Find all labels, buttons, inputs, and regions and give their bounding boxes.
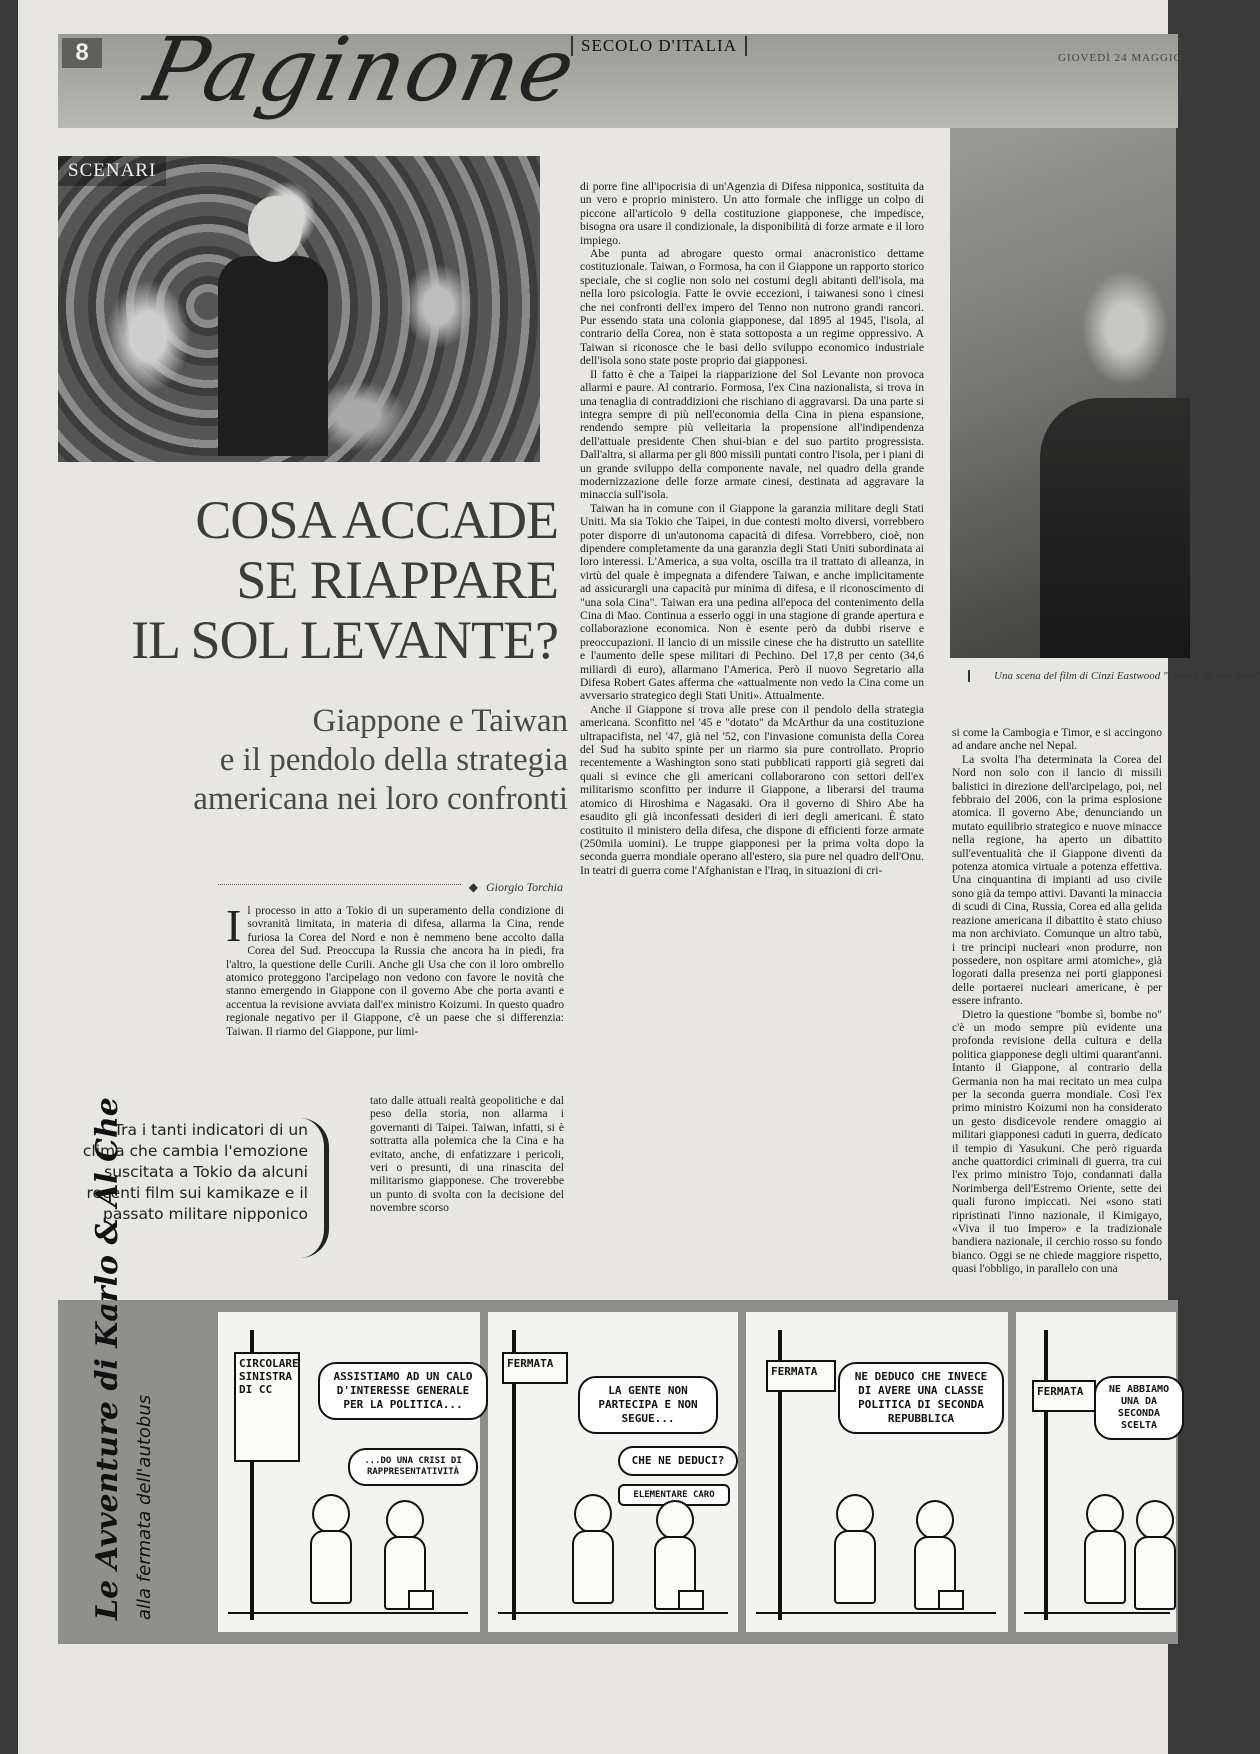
- subheadline: [58, 702, 568, 819]
- film-photo: [950, 128, 1176, 658]
- ground-line: [756, 1612, 996, 1614]
- article-column-left-continued: [370, 1094, 564, 1215]
- masthead: SECOLO D'ITALIA: [571, 36, 747, 56]
- subhead-line-2: e il pendolo della strategia: [219, 742, 568, 778]
- subhead-line-3: americana nei loro confronti: [193, 781, 568, 817]
- headline-line-1: COSA ACCADE: [195, 490, 558, 550]
- newspaper-page: [18, 0, 1260, 1754]
- comic-character-al-che: [304, 1494, 354, 1614]
- article-paragraph: Il fatto è che a Taipei la riapparizione del Sol Levante non provoca allarmi e paure. Al contrario. Formosa, l'ex Cina nazionalista, si trova in una tenaglia di contraddizioni che rischiano di aggravarsi. Da una parte si integra sempre di più nell'economia della Cina in piena espansione, rendendo sempre più velleitaria la propensione all'indipendenza dell'attuale presidente Chen shui-bian e del suo partito progressista. Dall'altra, si allarma per gli 800 missili puntati contro l'isola, per i piani di un grande sviluppo della componente navale, nel quadro della grande modernizzazione delle forze armate cinesi, destinata ad aggravare la minaccia sull'isola.: [580, 367, 924, 502]
- section-title: Paginone: [137, 18, 586, 121]
- photo-figure-suit: [218, 256, 328, 456]
- bus-stop-pole: [1044, 1330, 1048, 1620]
- article-paragraph: La svolta l'ha determinata la Corea del Nord non solo con il lancio di missili balistici in direzione dell'arcipelago, poi, nel febbraio del 2006, con la prima esplosione atomica. Il governo Abe, denunciando un mutato equilibrio strategico e nuove minacce nella regione, ha aperto un dibattito sull'eventualità che il Giappone diventi da potenza atomica virtuale a potenza effettiva. Una cinquantina di impianti ad uso civile sono già da tempo attivi. Davanti la minaccia di scudi di Cina, Russia, Corea ed alla gelida reazione americana il dibattito è stato chiuso ma non archiviato. Comunque un altro tabù, i tre principi nucleari «non produrre, non possedere, non ospitare armi atomiche», già logorati dalla presenza nei porti giapponesi delle portaerei nucleari americane, è per essere infranto.: [952, 752, 1162, 1008]
- subhead-line-1: Giappone e Taiwan: [312, 703, 568, 739]
- article-column-left: [226, 900, 564, 1038]
- comic-character-karlo: [908, 1500, 958, 1620]
- article-paragraph: Dietro la questione "bombe sì, bombe no" c'è un modo sempre più evidente una profonda revisione della cultura e della politica giapponese degli ultimi quarant'anni. Intanto il Giappone, al contrario della Germania non ha mai recitato un mea culpa per la seconda guerra mondiale. Così l'ex primo ministro Koizumi non ha considerato un gesto disdicevole rendere omaggio ai militari giapponesi caduti in guerra, dedicato il tempio di Yasukuni. Che però riguarda anche quattordici criminali di guerra, tra cui l'ex primo ministro Tojo, condannati dalla Norimberga dell'Estremo Oriente, sette dei quali furono impiccati. Nei «sono stati ripristinati l'inno nazionale, il Kimigayo, «Viva il tuo Impero» e la tradizionale bandiera nazionale, il cerchio rosso su fondo bianco. Oggi se ne chiede maggiore rispetto, quasi l'obbligo, in parallelo con una: [952, 1007, 1162, 1276]
- comic-title-block: [70, 1097, 170, 1630]
- comic-character-al-che: [1078, 1494, 1128, 1614]
- speech-bubble: CHE NE DEDUCI?: [618, 1446, 738, 1476]
- bus-stop-sign: FERMATA: [1032, 1380, 1096, 1412]
- photo-caption: Una scena del film di Cinzi Eastwood "Lettere da Iwo Jima": [968, 670, 1260, 682]
- speech-bubble: ELEMENTARE CARO: [618, 1484, 730, 1506]
- main-photo: [58, 156, 540, 462]
- speech-bubble: LA GENTE NON PARTECIPA E NON SEGUE...: [578, 1376, 718, 1434]
- byline-author: Giorgio Torchia: [482, 880, 563, 894]
- headline-line-3: IL SOL LEVANTE?: [131, 610, 558, 670]
- byline: [218, 872, 563, 894]
- article-paragraph: di porre fine all'ipocrisia di un'Agenzia di Difesa nipponica, sostituita da un vero e proprio ministero. Un atto formale che infligge un colpo di piccone all'articolo 9 della costituzione giapponese, che impedisce, bisogna ora usare il condizionale, la disponibilità di forze armate e il loro impiego.: [580, 180, 924, 247]
- speech-bubble: ASSISTIAMO AD UN CALO D'INTERESSE GENERALE PER LA POLITICA...: [318, 1362, 488, 1420]
- comic-character-al-che: [566, 1494, 616, 1614]
- headline-line-2: SE RIAPPARE: [236, 550, 558, 610]
- article-paragraph: si come la Cambogia e Timor, e si accingono ad andare anche nel Nepal.: [952, 726, 1162, 753]
- comic-character-karlo: [648, 1500, 698, 1620]
- article-paragraph: Abe punta ad abrogare questo ormai anacronistico dettame costituzionale. Taiwan, o Formosa, ha con il Giappone un rapporto storico speciale, che si coglie non solo nei costumi degli abitanti dell'isola, ma nella loro psicologia. Fatte le ovvie eccezioni, i taiwanesi sono i cinesi che nei confronti dell'ex impero del Tenno non nutrono grandi rancori. Pur essendo stata una colonia giapponese, dal 1895 al 1945, l'isola, al contrario della Corea, non è stata sottoposta a un regime oppressivo. A Taiwan si riconosce che le basi dello sviluppo economico industriale dell'isola sono state poste proprio dai giapponesi.: [580, 247, 924, 368]
- section-kicker: SCENARI: [58, 156, 166, 186]
- pull-quote: Tra i tanti indicatori di un clima che cambia l'emozione suscitata a Tokio da alcuni recenti film sui kamikaze e il passato militare nipponico: [82, 1121, 308, 1223]
- diamond-icon: ◆: [465, 880, 478, 894]
- article-text: l processo in atto a Tokio di un superamento della condizione di sovranità limitata, in materia di difesa, allarma la Cina, rende furiosa la Corea del Nord e non è nemmeno bene accolto dalla Corea del Sud. Preoccupa la Russia che ancora ha in piedi, fra l'altro, la questione delle Curili. Anche gli Usa che con il loro ombrello atomico proteggono l'arcipelago non vedono con favore le novità che stanno emergendo in Giappone con il governo Abe che porta avanti e accentua la revisione avviata dall'ex ministro Koizumi. In questo quadro regionale negativo per il Giappone, c'è un paese che si differenzia: Taiwan. Il riarmo del Giappone, pur limi-: [226, 904, 564, 1038]
- speech-bubble: ...DO UNA CRISI DI RAPPRESENTATIVITÀ: [348, 1448, 478, 1486]
- article-paragraph: Anche il Giappone si trova alle prese con il pendolo della strategia americana. Sconfitto nel '45 e "dotato" da McArthur da una costituzione ultrapacifista, nel '47, già nel '52, con l'invasione comunista della Corea del Sud ha subito spinte per un riarmo sia pure controllato. Proprio recentemente a Washington sono stati pubblicati rapporti già segreti dai quali si evince che gli americani collaborarono con settori dell'ex militarismo sconfitto per indurre il Giappone, a liberarsi del trauma atomico di Hiroshima e Nagasaki. Ora il governo di Shiro Abe ha esaudito gli già inconfessati desideri di ieri degli americani. È stato costituito il ministero della difesa, che dispone di efficienti forze armate (250mila uomini). Le truppe giapponesi per la prima volta dopo la seconda guerra mondiale operano all'estero, sia pure nel quadro dell'Onu. In teatri di guerra come l'Afghanistan e l'Iraq, in situazioni di cri-: [580, 702, 924, 877]
- bus-stop-sign: CIRCOLARE SINISTRA DI CC: [234, 1352, 300, 1462]
- ground-line: [498, 1612, 728, 1614]
- pull-quote-bracket: [300, 1118, 329, 1258]
- bus-stop-sign: FERMATA: [766, 1360, 836, 1392]
- comic-subtitle: alla fermata dell'autobus: [134, 1394, 155, 1620]
- article-column-right: [952, 726, 1162, 1276]
- page-number: 8: [62, 38, 102, 68]
- speech-bubble: NE ABBIAMO UNA DA SECONDA SCELTA: [1094, 1376, 1184, 1440]
- ground-line: [1024, 1612, 1170, 1614]
- drop-cap: I: [226, 900, 242, 951]
- bus-stop-sign: FERMATA: [502, 1352, 568, 1384]
- comic-character-al-che: [828, 1494, 878, 1614]
- ground-line: [228, 1612, 468, 1614]
- article-column-middle: [580, 180, 924, 877]
- headline: [58, 490, 558, 670]
- comic-character-karlo: [378, 1500, 428, 1620]
- speech-bubble: NE DEDUCO CHE INVECE DI AVERE UNA CLASSE POLITICA DI SECONDA REPUBBLICA: [838, 1362, 1004, 1434]
- article-paragraph: tato dalle attuali realtà geopolitiche e dal peso della storia, non allarma i governanti di Taipei. Taiwan, infatti, si è sottratta alla polemica che la Cina e ha evitato, anche, di enfatizzare i pericoli, veri o presunti, di una rinascita del militarismo giapponese. Che troverebbe un punto di svolta con la decisione del novembre scorso: [370, 1094, 564, 1215]
- comic-title: Le Avventure di Karlo & Al Che: [90, 1097, 125, 1620]
- header-date: GIOVEDÌ 24 MAGGIO: [1058, 52, 1183, 64]
- article-paragraph: Taiwan ha in comune con il Giappone la garanzia militare degli Stati Uniti. Ma sia Tokio che Taipei, in due contesti molto diversi, vorrebbero poter disporre di un'autonoma capacità di difesa. Vorrebbero, cioè, non dipendere completamente da una garanzia degli Stati Uniti subordinata ai loro interessi. L'America, a sua volta, oscilla tra il trattato di alleanza, in virtù del quale è impegnata a difendere Taiwan, e anche implicitamente ad assicurargli una capacità pur minima di difesa, e il riconoscimento di "una sola Cina". Taiwan era una pedina all'epoca del contenimento della Cina di Mao. Continua a esserlo oggi in una stagione di grande apertura e collaborazione economica. Non è esente però da dubbi riserve e preoccupazioni. Il lancio di un missile cinese che ha distrutto un satellite e l'aumento delle spese militari di Pechino. Del 17,8 per cento (34,6 miliardi di euro), allarmano l'America. Però il nuovo Segretario alla Difesa Robert Gates afferma che «attualmente non vedo la Cina come un avversario strategico degli Stati Uniti». Attualmente.: [580, 501, 924, 703]
- comic-character-karlo: [1128, 1500, 1178, 1620]
- article-paragraph: [226, 900, 564, 1038]
- photo-figure-face: [248, 196, 302, 262]
- photo-figure-uniform: [1040, 398, 1190, 658]
